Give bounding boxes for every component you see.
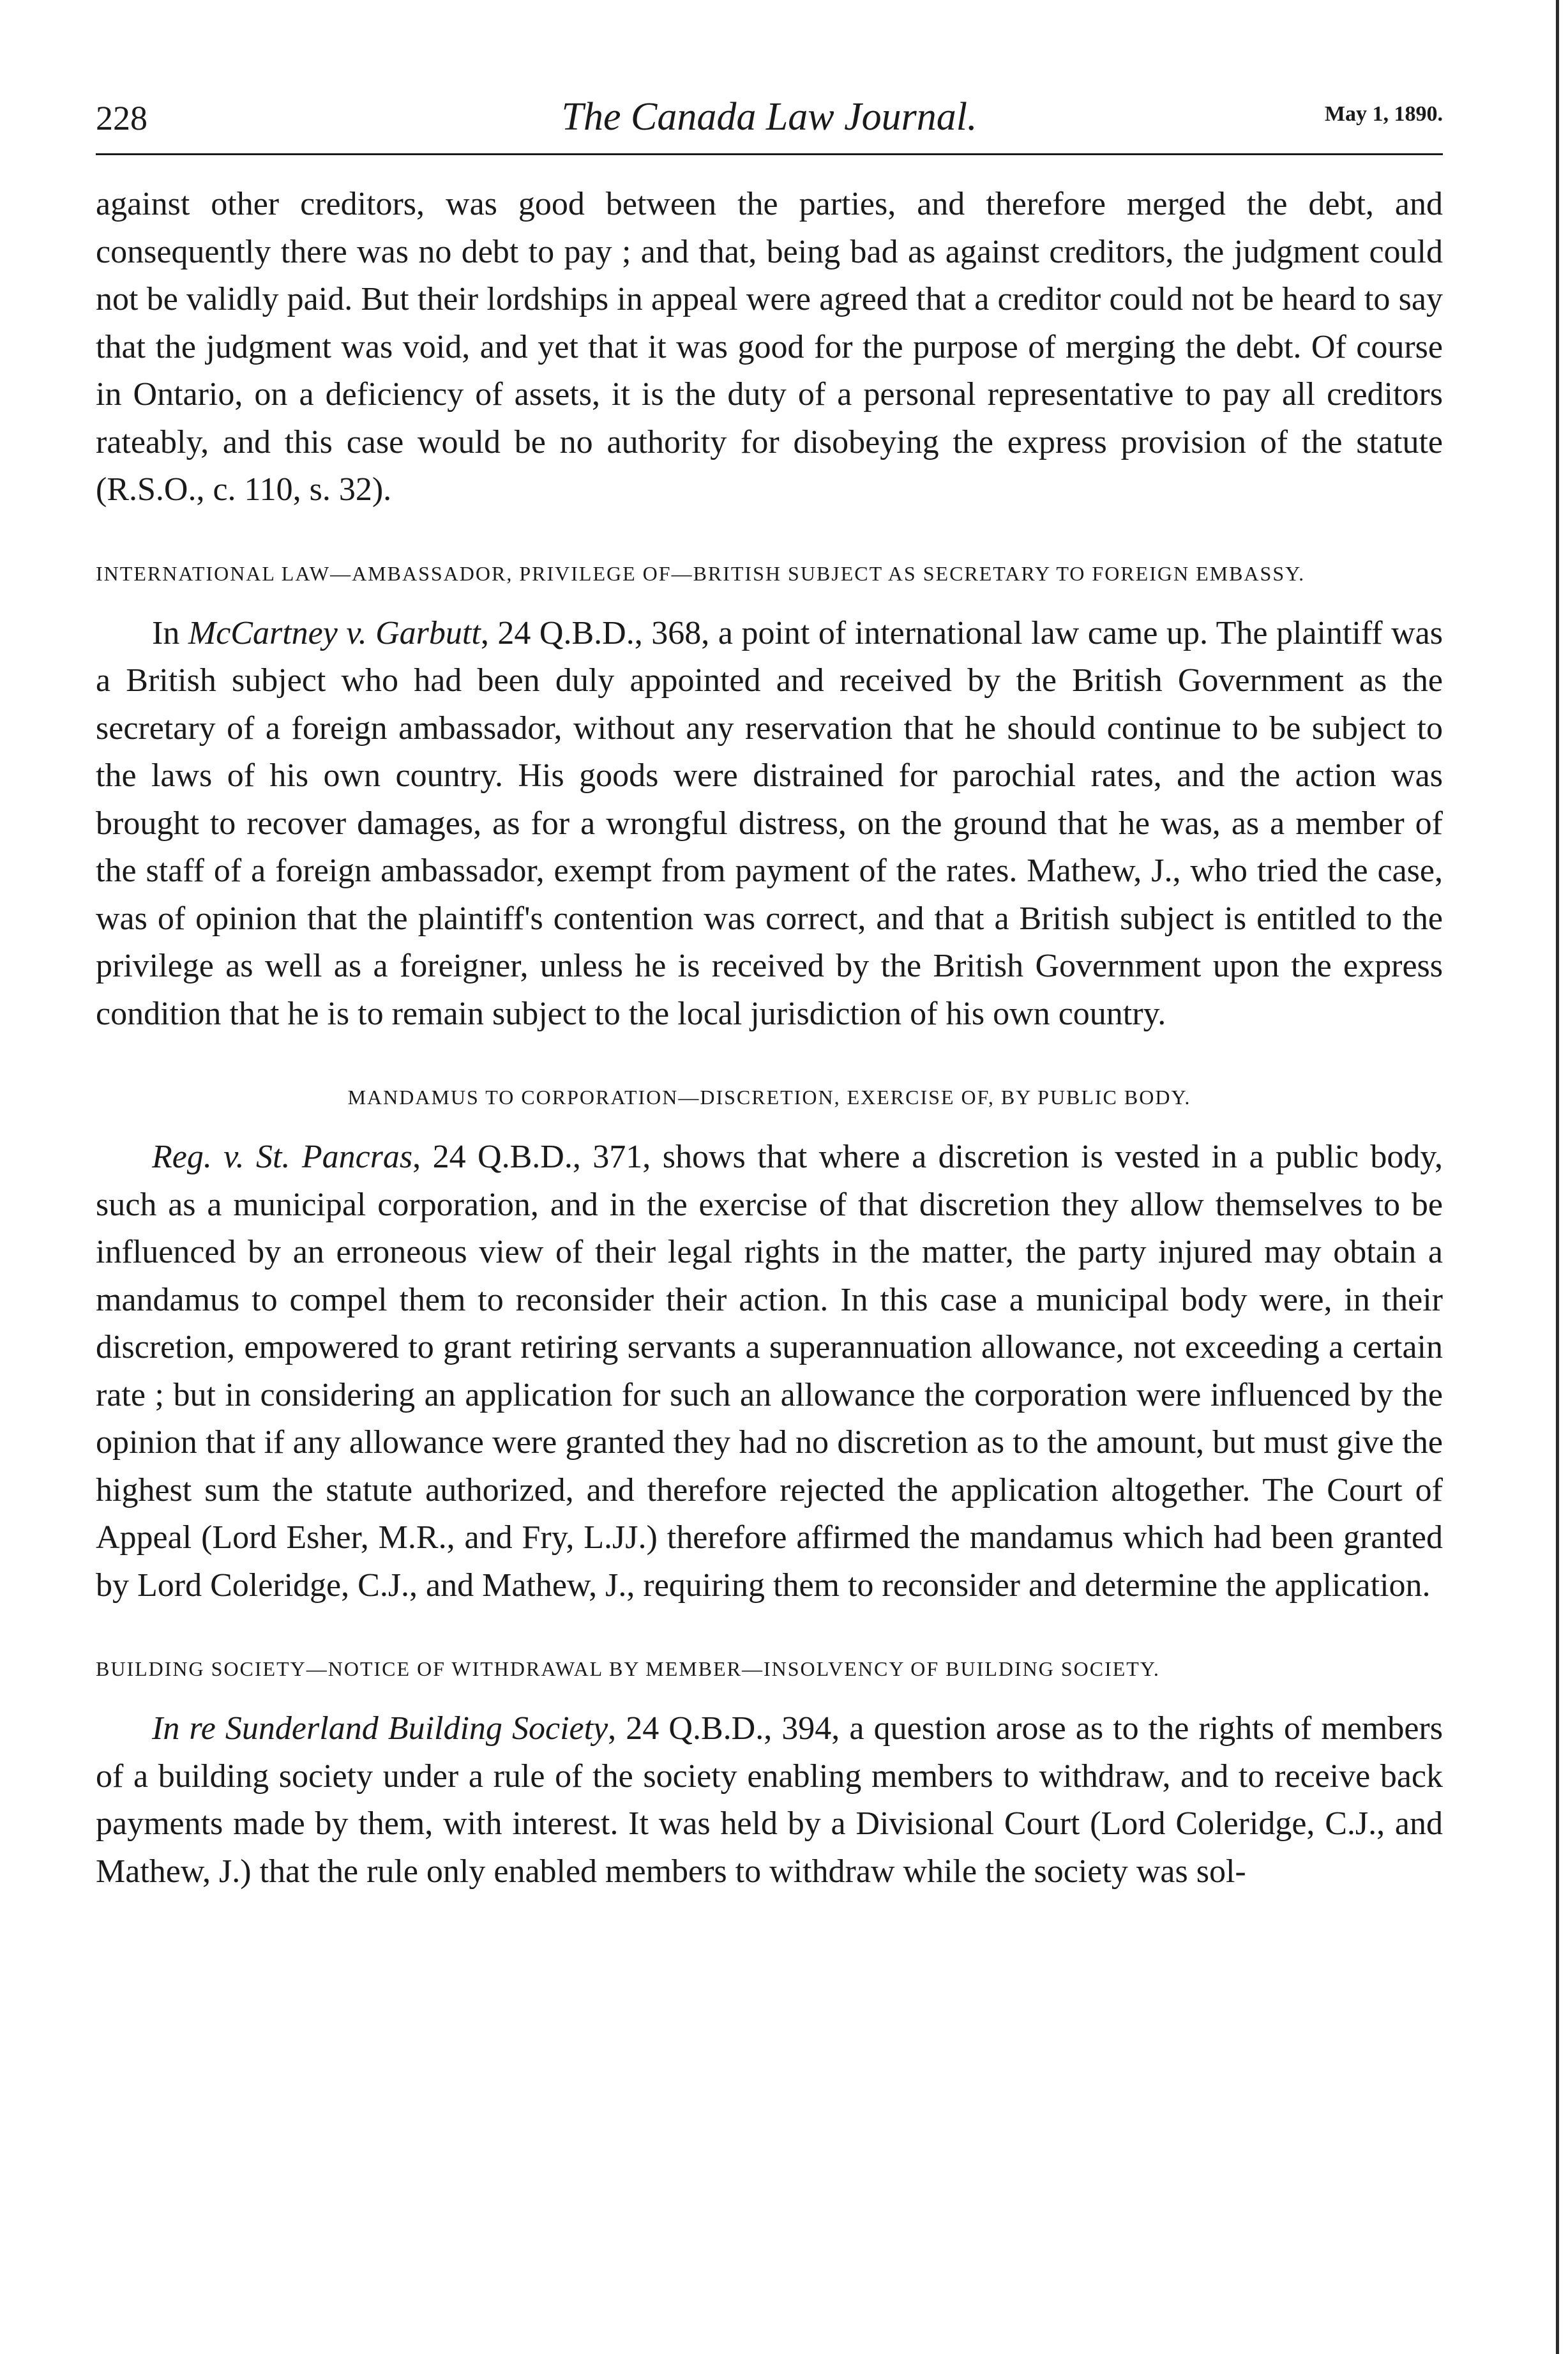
section-heading-building-society: BUILDING SOCIETY—NOTICE OF WITHDRAWAL BY MEMBER—INSOLVENCY OF BUILDING SOCIETY. [96,1657,1160,1680]
case-name-mccartney: McCartney v. Garbutt [188,614,481,651]
case-name-st-pancras: Reg. v. St. Pancras [152,1139,413,1175]
case-paragraph-mccartney [96,610,1443,1038]
case-body-st-pancras: , 24 Q.B.D., 371, shows that where a discretion is vested in a public body, such as a municipal corporation, and in the exercise of that discretion they allow themselves to be influenced by an erroneous view of their legal rights in the matter, the party injured may obtain a mandamus to compel them to reconsider their action. In this case a municipal body were, in their discretion, empowered to grant retiring servants a superannuation allowance, not exceeding a certain rate ; but in considering an application for such an allowance the corporation were influenced by the opinion that if any allowance were granted they had no discretion as to the amount, but must give the highest sum the statute authorized, and therefore rejected the application altogether. The Court of Appeal (Lord Esher, M.R., and Fry, L.JJ.) therefore affirmed the mandamus which had been granted by Lord Coleridge, C.J., and Mathew, J., requiring them to reconsider and determine the application. [96,1139,1444,1604]
page-number: 228 [96,99,147,137]
case-paragraph-st-pancras [96,1134,1443,1609]
case-intro-word: In [152,614,188,651]
running-head [96,89,1443,155]
journal-title: The Canada Law Journal. [561,95,977,139]
case-name-sunderland: In re Sunderland Building Society [152,1710,608,1747]
case-paragraph-sunderland [96,1705,1443,1895]
page-edge-shadow [1556,0,1559,2354]
journal-page [96,89,1443,1895]
case-body-sunderland: , 24 Q.B.D., 394, a question arose as to the rights of members of a building society under a rule of the society enabling members to withdraw, and to receive back payments made by them, with interest. It was held by a Divisional Court (Lord Coleridge, C.J., and Mathew, J.) that the rule only enabled members to withdraw while the society was sol- [96,1710,1443,1890]
issue-date: May 1, 1890. [1324,102,1443,126]
continued-paragraph: against other creditors, was good between the parties, and therefore merged the debt, and consequently there was no debt to pay ; and that, being bad as against creditors, the judgment could not be validly paid. But their lordships in appeal were agreed that a creditor could not be heard to say that the judgment was void, and yet that it was good for the purpose of merging the debt. Of course in Ontario, on a deficiency of assets, it is the duty of a personal representative to pay all creditors rateably, and this case would be no authority for disobeying the express provision of the statute (R.S.O., c. 110, s. 32). [96,186,1443,508]
case-body-mccartney: , 24 Q.B.D., 368, a point of international law came up. The plaintiff was a British subject who had been duly appointed and received by the British Government as the secretary of a foreign ambassador, without any reservation that he should continue to be subject to the laws of his own country. His goods were distrained for parochial rates, and the action was brought to recover damages, as for a wrongful distress, on the ground that he was, as a member of the staff of a foreign ambassador, exempt from payment of the rates. Mathew, J., who tried the case, was of opinion that the plaintiff's contention was correct, and that a British subject is entitled to the privilege as well as a foreigner, unless he is received by the British Government upon the express condition that he is to remain subject to the local jurisdiction of his own country. [96,614,1443,1032]
section-heading-mandamus: MANDAMUS TO CORPORATION—DISCRETION, EXERCISE OF, BY PUBLIC BODY. [347,1086,1191,1109]
section-heading-international-law: INTERNATIONAL LAW—AMBASSADOR, PRIVILEGE OF—BRITISH SUBJECT AS SECRETARY TO FOREIGN EMBASSY. [96,561,1306,585]
